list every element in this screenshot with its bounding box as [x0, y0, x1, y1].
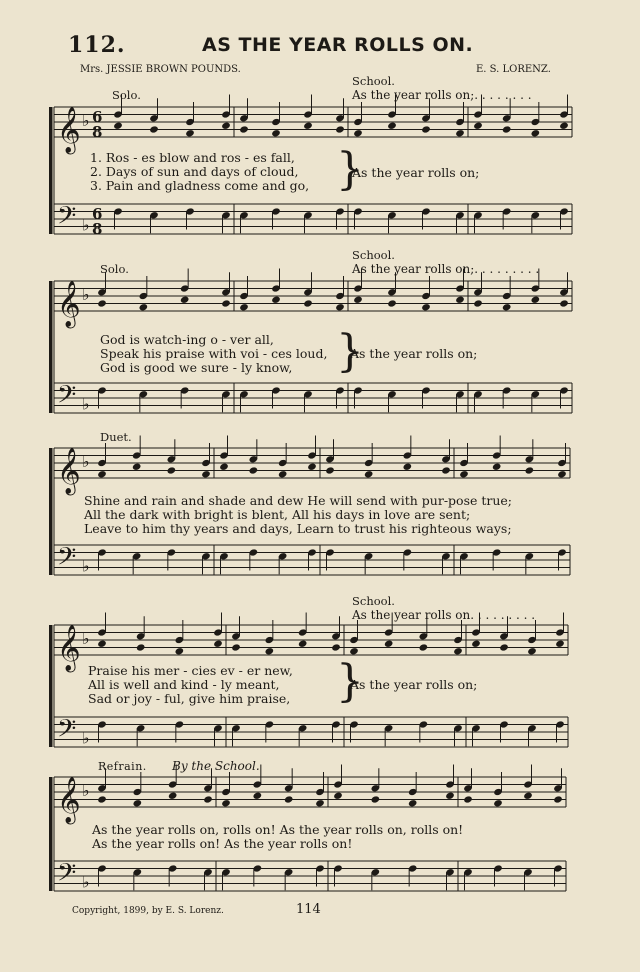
flat-icon: ♭ [82, 556, 90, 576]
note-head [527, 647, 537, 655]
response-lyric: As the year rolls on; [352, 165, 480, 180]
note-head [453, 647, 463, 655]
school-label: School. [352, 594, 395, 608]
note-head [325, 466, 335, 474]
note-head [168, 792, 178, 800]
lyric-line: 2. Days of sun and days of cloud, [90, 164, 299, 179]
note-head [180, 296, 190, 304]
note-head [473, 299, 483, 307]
note-head [364, 470, 374, 478]
note-head [531, 296, 541, 304]
note-head [371, 795, 381, 803]
duet-label: Duet. [100, 430, 132, 444]
note-head [493, 799, 503, 807]
note-head [403, 463, 413, 471]
flat-icon: ♭ [82, 629, 90, 648]
note-head [133, 799, 143, 807]
note-head [175, 647, 185, 655]
note-head [559, 299, 569, 307]
note-head [167, 466, 177, 474]
by-school-label: By the School. [172, 759, 260, 773]
note-head [553, 795, 563, 803]
flat-icon: ♭ [82, 111, 90, 130]
lyric-brace: } [336, 326, 364, 377]
note-head [349, 647, 359, 655]
note-head [315, 799, 325, 807]
note-head [499, 643, 509, 651]
note-head [265, 647, 275, 655]
note-head [221, 122, 231, 130]
note-head [271, 296, 281, 304]
solo-label: Solo. [112, 88, 141, 102]
flat-icon: ♭ [82, 285, 90, 304]
flat-icon: ♭ [82, 728, 90, 748]
school-label: School. [352, 248, 395, 262]
note-head [136, 643, 146, 651]
note-head [331, 643, 341, 651]
note-head [221, 299, 231, 307]
system-bracket [49, 448, 53, 575]
note-head [149, 125, 159, 133]
note-head [97, 640, 107, 648]
note-head [455, 129, 465, 137]
note-head [559, 122, 569, 130]
note-head [455, 296, 465, 304]
time-signature: 6 [92, 108, 103, 126]
school-cue-text: As the year rolls on;. . . . . . . . . [352, 262, 540, 276]
solo-label: Solo. [100, 262, 129, 276]
lyric-line: 3. Pain and gladness come and go, [90, 178, 310, 193]
note-head [132, 463, 142, 471]
note-head [459, 470, 469, 478]
system-bracket [49, 625, 53, 747]
note-head [231, 643, 241, 651]
lyric-line: All is well and kind - ly meant, [88, 677, 280, 692]
note-head [473, 122, 483, 130]
lyric-line: Leave to him thy years and days, Learn to trust his righteous ways; [84, 521, 512, 536]
lyric-line: Praise his mer - cies ev - er new, [88, 663, 293, 678]
note-head [557, 470, 567, 478]
bass-clef-icon: 𝄢 [57, 201, 77, 237]
note-head [335, 303, 345, 311]
refrain-label: Refrain. [98, 760, 147, 773]
treble-clef-icon: 𝄞 [57, 281, 81, 327]
school-cue-text: As the year rolls on. . . . . . . . . [352, 608, 536, 622]
hymn-number: 112. [68, 32, 126, 58]
note-head [221, 799, 231, 807]
note-head [463, 795, 473, 803]
hymn-title: AS THE YEAR ROLLS ON. [202, 34, 474, 56]
lyric-line: Sad or joy - ful, give him praise, [88, 691, 291, 706]
note-head [387, 299, 397, 307]
note-head [203, 795, 213, 803]
response-lyric: As the year rolls on; [350, 677, 478, 692]
note-head [307, 463, 317, 471]
note-head [333, 792, 343, 800]
note-head [298, 640, 308, 648]
note-head [502, 125, 512, 133]
note-head [445, 792, 455, 800]
lyric-line: God is watch-ing o - ver all, [100, 332, 274, 347]
note-head [113, 122, 123, 130]
note-head [278, 470, 288, 478]
note-head [239, 303, 249, 311]
note-head [471, 640, 481, 648]
lyric-line: As the year rolls on, rolls on! As the year rolls on, rolls on! [92, 822, 464, 837]
note-head [139, 303, 149, 311]
note-head [441, 466, 451, 474]
note-head [249, 466, 259, 474]
system-bracket [49, 107, 53, 234]
time-signature: 8 [92, 220, 103, 238]
note-head [97, 470, 107, 478]
response-lyric: As the year rolls on; [350, 346, 478, 361]
note-head [525, 466, 535, 474]
treble-clef-icon: 𝄞 [57, 777, 81, 823]
copyright-notice: Copyright, 1899, by E. S. Lorenz. [72, 906, 224, 916]
lyric-line: Speak his praise with voi - ces loud, [100, 346, 328, 361]
note-head [239, 125, 249, 133]
school-cue-text: As the year rolls on;. . . . . . . . [352, 88, 532, 102]
note-head [97, 795, 107, 803]
page-number: 114 [296, 902, 321, 917]
note-head [523, 792, 533, 800]
flat-icon: ♭ [82, 872, 90, 892]
composer-credit: E. S. LORENZ. [476, 64, 551, 75]
note-head [253, 792, 263, 800]
note-head [531, 129, 541, 137]
treble-clef-icon: 𝄞 [57, 448, 81, 494]
flat-icon: ♭ [82, 394, 90, 414]
treble-clef-icon: 𝄞 [57, 625, 81, 671]
bass-clef-icon: 𝄢 [57, 542, 77, 578]
note-head [303, 122, 313, 130]
note-head [387, 122, 397, 130]
lyric-line: 1. Ros - es blow and ros - es fall, [90, 150, 295, 165]
author-credit: Mrs. JESSIE BROWN POUNDS. [80, 64, 241, 75]
note-head [271, 129, 281, 137]
lyric-line: All the dark with bright is blent, All his days in love are sent; [84, 507, 471, 522]
note-head [555, 640, 565, 648]
lyric-brace: } [336, 656, 364, 707]
note-head [284, 795, 294, 803]
school-label: School. [352, 74, 395, 88]
note-head [502, 303, 512, 311]
bass-clef-icon: 𝄢 [57, 380, 77, 416]
note-head [408, 799, 418, 807]
note-head [353, 129, 363, 137]
note-head [492, 463, 502, 471]
note-head [213, 640, 223, 648]
lyric-line: God is good we sure - ly know, [100, 360, 293, 375]
lyric-line: Shine and rain and shade and dew He will send with pur-pose true; [84, 493, 513, 508]
note-head [421, 125, 431, 133]
flat-icon: ♭ [82, 215, 90, 235]
bass-clef-icon: 𝄢 [57, 714, 77, 750]
lyric-line: As the year rolls on! As the year rolls on! [92, 836, 353, 851]
note-head [353, 296, 363, 304]
bass-clef-icon: 𝄢 [57, 858, 77, 894]
note-head [97, 299, 107, 307]
note-head [219, 463, 229, 471]
treble-clef-icon: 𝄞 [57, 107, 81, 153]
note-head [185, 129, 195, 137]
note-head [419, 643, 429, 651]
note-head [303, 299, 313, 307]
note-head [335, 125, 345, 133]
system-bracket [49, 777, 53, 891]
system-bracket [49, 281, 53, 413]
note-head [384, 640, 394, 648]
flat-icon: ♭ [82, 452, 90, 471]
flat-icon: ♭ [82, 781, 90, 800]
note-head [201, 470, 211, 478]
time-signature: 8 [92, 123, 103, 141]
lyric-brace: } [336, 144, 364, 195]
note-head [421, 303, 431, 311]
time-signature: 6 [92, 205, 103, 223]
